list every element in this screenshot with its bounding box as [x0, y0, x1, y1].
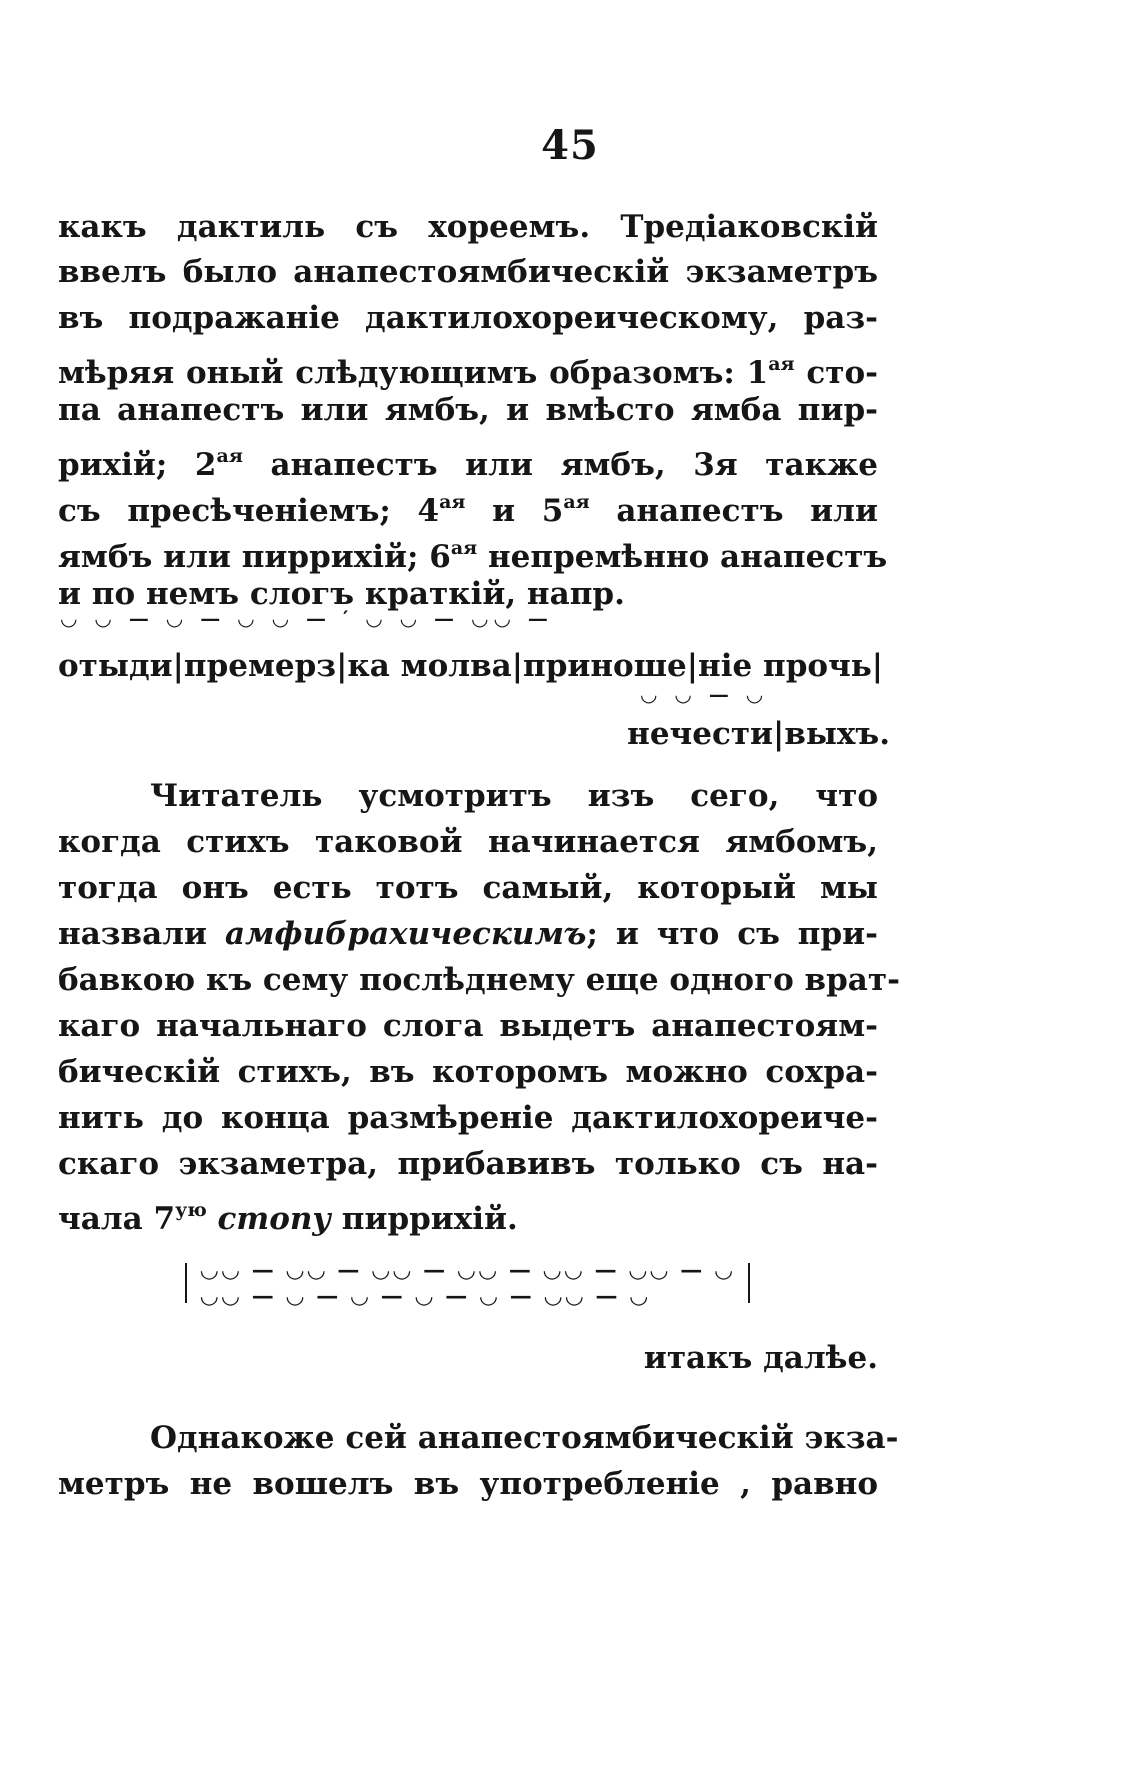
text-line [58, 914, 878, 954]
superscript: ая [768, 353, 795, 375]
verse-line: отыди|премерз|ка молва|приноше|ніе прочь| [58, 648, 884, 684]
text-line: бавкою къ сему послѣднему еще одного врат- [58, 962, 900, 998]
text-line: итакъ далѣе. [643, 1340, 878, 1376]
text-segment: назвали [58, 916, 225, 952]
verse-line: нечести|выхъ. [627, 716, 890, 752]
superscript: ую [175, 1199, 207, 1221]
text-segment: и 5 [465, 493, 564, 529]
italic-term: амфибрахическимъ [224, 916, 587, 952]
text-line: Однакоже сей анапестоямбическій экза- [150, 1420, 899, 1456]
text-segment: пиррихій. [330, 1201, 518, 1237]
text-segment: рихій; 2 [58, 447, 217, 483]
text-line: ввелъ было анапестоямбическій экзаметръ [58, 254, 878, 290]
text-line [58, 528, 888, 577]
text-segment: чала 7 [58, 1201, 176, 1237]
text-segment: ; и что съ при- [586, 916, 878, 952]
text-line [58, 436, 878, 485]
meter-scheme [182, 1257, 762, 1309]
page-number: 45 [541, 122, 599, 169]
text-line: каго начальнаго слога выдетъ анапестоям- [58, 1008, 878, 1044]
text-line: нить до конца размѣреніе дактилохореиче- [58, 1100, 878, 1136]
text-line [58, 1190, 878, 1239]
text-line [58, 482, 878, 531]
text-segment: ямбъ или пиррихій; 6 [58, 539, 451, 575]
text-segment: сто- [794, 355, 878, 391]
text-line: бическій стихъ, въ которомъ можно сохра- [58, 1054, 878, 1090]
text-line: скаго экзаметра, прибавивъ только съ на- [58, 1146, 878, 1182]
text-segment: съ пресѣченіемъ; 4 [58, 493, 440, 529]
scheme-row: ◡◡ — ◡ — ◡ — ◡ — ◡ — ◡◡ — ◡ [199, 1283, 651, 1309]
superscript: ая [439, 491, 466, 513]
italic-term: стопу [206, 1201, 331, 1237]
text-line: тогда онъ есть тотъ самый, который мы [58, 870, 878, 906]
text-line: какъ дактиль съ хореемъ. Тредіаковскій [58, 209, 878, 245]
text-segment: мѣряя оный слѣдующимъ образомъ: 1 [58, 355, 769, 391]
text-line: въ подражаніе дактилохореическому, раз- [58, 300, 878, 336]
text-line: когда стихъ таковой начинается ямбомъ, [58, 824, 878, 860]
scheme-bar [748, 1263, 750, 1303]
meter-marks: ◡ ◡ — ◡ [640, 682, 769, 706]
text-line: и по немъ слогъ краткій, напр. [58, 576, 625, 612]
scheme-bar [185, 1263, 187, 1303]
scheme-row: ◡◡ — ◡◡ — ◡◡ — ◡◡ — ◡◡ — ◡◡ — ◡ [199, 1257, 736, 1283]
text-segment: непремѣнно анапестъ [477, 539, 888, 575]
superscript: ая [563, 491, 590, 513]
text-line [58, 344, 878, 393]
superscript: ая [216, 445, 243, 467]
text-line: метръ не вошелъ въ употребленіе , равно [58, 1466, 878, 1502]
text-line: Читатель усмотритъ изъ сего, что [150, 778, 878, 814]
text-segment: анапестъ или [589, 493, 878, 529]
text-line: па анапестъ или ямбъ, и вмѣсто ямба пир- [58, 392, 878, 428]
meter-marks: ◡ ◡ — ◡ — ◡ ◡ — ′ ◡ ◡ — ◡◡ — [60, 606, 553, 630]
text-segment: анапестъ или ямбъ, 3я также [242, 447, 878, 483]
superscript: ая [450, 537, 478, 559]
